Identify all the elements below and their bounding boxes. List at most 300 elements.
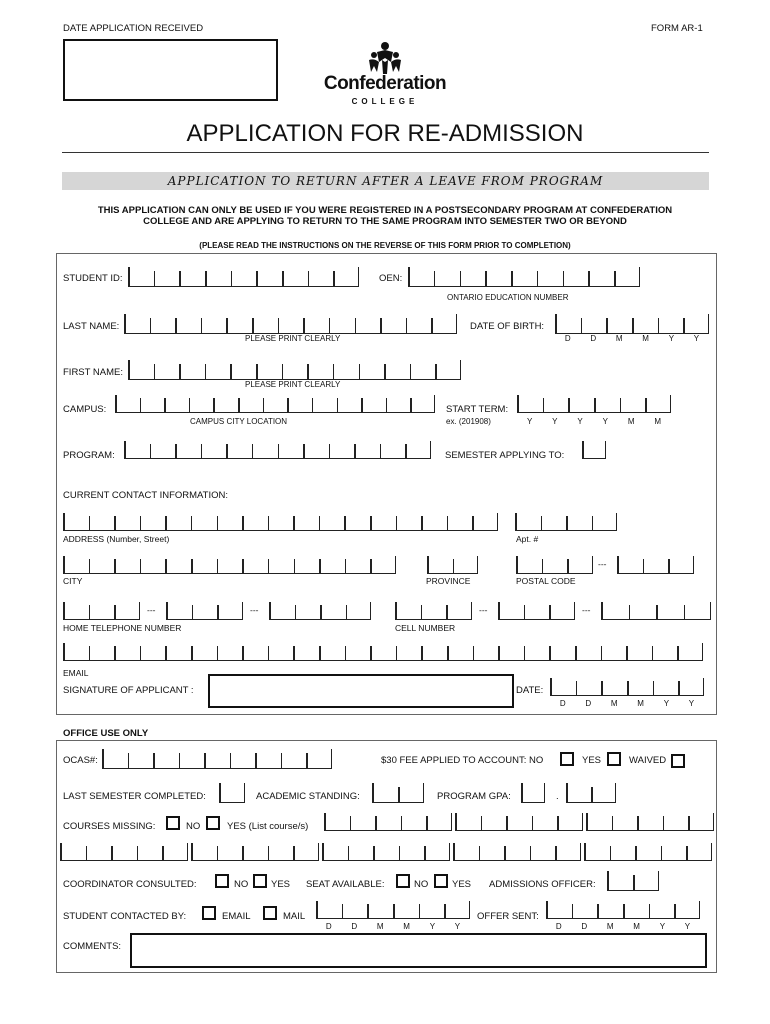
comb-tick — [395, 602, 397, 619]
fee-no-checkbox[interactable] — [560, 752, 574, 766]
courses-list-field-8[interactable] — [584, 844, 712, 861]
last-name-field[interactable] — [124, 315, 457, 334]
dob-format — [555, 334, 709, 343]
comb-tick — [711, 843, 713, 860]
comb-tick — [331, 749, 333, 768]
courses-list-field-1[interactable] — [324, 814, 452, 831]
term-m2: M — [654, 417, 662, 426]
comb-tick — [244, 783, 246, 802]
comb-tick — [566, 783, 568, 802]
comb-tick — [150, 318, 152, 333]
con-y1: Y — [429, 922, 436, 931]
comb-tick — [319, 516, 321, 530]
cell-line[interactable] — [601, 603, 711, 620]
seat-available-label: SEAT AVAILABLE: — [306, 879, 385, 890]
comb-tick — [255, 753, 257, 768]
comb-tick — [444, 904, 446, 918]
comb-tick — [597, 904, 599, 918]
comb-tick — [124, 441, 126, 458]
gpa-whole-field[interactable] — [521, 784, 545, 803]
signature-box[interactable] — [208, 674, 514, 708]
comb-tick — [567, 559, 569, 573]
comb-tick — [242, 516, 244, 530]
comb-tick — [238, 398, 240, 412]
home-phone-line[interactable] — [269, 603, 371, 620]
start-term-label: START TERM: — [446, 404, 509, 415]
admissions-officer-field[interactable] — [607, 872, 659, 891]
comb-tick — [426, 816, 428, 830]
comb-tick — [89, 646, 91, 660]
comments-box[interactable] — [130, 933, 707, 968]
intro-line-2: COLLEGE AND ARE APPLYING TO RETURN TO THE SAME PROGRAM INTO SEMESTER TWO OR BEYOND — [143, 216, 627, 227]
comb-tick — [686, 846, 688, 860]
campus-field[interactable] — [115, 396, 435, 413]
signature-date-format — [550, 699, 704, 708]
comb-tick — [575, 646, 577, 660]
contacted-date-field[interactable] — [316, 902, 470, 919]
comb-tick — [582, 813, 584, 830]
comb-tick — [399, 846, 401, 860]
comb-tick — [543, 398, 545, 412]
sig-y2: Y — [688, 699, 695, 708]
comb-tick — [128, 753, 130, 768]
comb-tick — [544, 783, 546, 802]
oen-field[interactable] — [408, 268, 640, 287]
coordinator-no-label: NO — [234, 879, 249, 890]
comb-tick — [345, 646, 347, 660]
comb-tick — [189, 398, 191, 412]
con-d1: D — [325, 922, 332, 931]
comb-tick — [637, 816, 639, 830]
comb-tick — [268, 516, 270, 530]
comb-tick — [164, 398, 166, 412]
comb-tick — [626, 646, 628, 660]
comb-tick — [447, 646, 449, 660]
comb-tick — [497, 513, 499, 530]
comb-tick — [652, 646, 654, 660]
comb-tick — [269, 602, 271, 619]
comb-tick — [515, 513, 517, 530]
sig-d1: D — [559, 699, 566, 708]
comb-tick — [633, 875, 635, 890]
comb-tick — [140, 559, 142, 573]
comb-tick — [213, 398, 215, 412]
dob-d2: D — [590, 334, 597, 343]
comb-tick — [610, 846, 612, 860]
comb-tick — [406, 318, 408, 333]
city-field[interactable] — [63, 557, 396, 574]
contacted-mail-label: MAIL — [283, 911, 306, 922]
comb-tick — [601, 646, 603, 660]
comb-tick — [226, 444, 228, 458]
comb-tick — [293, 846, 295, 860]
comb-tick — [605, 441, 607, 458]
courses-list-field-6[interactable] — [322, 844, 450, 861]
comb-tick — [306, 753, 308, 768]
comb-tick — [140, 516, 142, 530]
home-phone-area[interactable] — [63, 603, 140, 620]
comb-tick — [447, 516, 449, 530]
comb-tick — [594, 398, 596, 412]
comb-tick — [372, 783, 374, 802]
student-id-field[interactable] — [128, 268, 359, 287]
comb-tick — [576, 681, 578, 695]
comb-tick — [549, 605, 551, 619]
gpa-decimal-field[interactable] — [566, 784, 616, 803]
academic-standing-field[interactable] — [372, 784, 424, 803]
comb-tick — [435, 364, 437, 379]
signature-label: SIGNATURE OF APPLICANT : — [63, 685, 194, 696]
comb-tick — [479, 846, 481, 860]
comb-tick — [179, 364, 181, 379]
comb-tick — [658, 318, 660, 333]
comb-tick — [60, 843, 62, 860]
contacted-date-format — [316, 922, 470, 931]
comb-tick — [319, 646, 321, 660]
contacted-mail-checkbox[interactable] — [263, 906, 277, 920]
comb-tick — [226, 318, 228, 333]
comb-tick — [140, 398, 142, 412]
comb-tick — [128, 360, 130, 379]
comb-tick — [455, 813, 457, 830]
comb-tick — [114, 516, 116, 530]
comb-tick — [166, 602, 168, 619]
comb-tick — [191, 516, 193, 530]
sig-y1: Y — [663, 699, 670, 708]
term-y4: Y — [602, 417, 608, 426]
cell-area[interactable] — [395, 603, 472, 620]
comb-tick — [620, 398, 622, 412]
contact-heading: CURRENT CONTACT INFORMATION: — [63, 490, 229, 501]
comb-tick — [623, 904, 625, 918]
comb-tick — [601, 602, 603, 619]
fee-waived-label: WAIVED — [629, 755, 667, 766]
comb-tick — [242, 559, 244, 573]
dob-label: DATE OF BIRTH: — [470, 321, 545, 332]
comb-tick — [643, 559, 645, 573]
province-field[interactable] — [427, 557, 478, 574]
comb-tick — [278, 444, 280, 458]
postal-code-part2[interactable] — [617, 557, 694, 574]
start-term-field[interactable] — [517, 396, 671, 413]
comb-tick — [191, 843, 193, 860]
seat-no-checkbox[interactable] — [396, 874, 410, 888]
comb-tick — [410, 364, 412, 379]
comb-tick — [217, 605, 219, 619]
comb-tick — [658, 871, 660, 890]
coordinator-no-checkbox[interactable] — [215, 874, 229, 888]
fee-waived-checkbox[interactable] — [671, 754, 685, 768]
comb-tick — [708, 314, 710, 333]
comb-tick — [375, 816, 377, 830]
comb-tick — [395, 556, 397, 573]
instructions-note: (PLEASE READ THE INSTRUCTIONS ON THE REVERSE OF THIS FORM PRIOR TO COMPLETION) — [199, 241, 571, 250]
courses-list-field-3[interactable] — [586, 814, 714, 831]
logo-name: Confederation — [323, 73, 447, 94]
comb-tick — [344, 516, 346, 530]
apt-field[interactable] — [515, 514, 617, 531]
comb-tick — [616, 513, 618, 530]
comb-tick — [282, 271, 284, 286]
comb-tick — [150, 444, 152, 458]
comb-tick — [307, 364, 309, 379]
comb-tick — [449, 843, 451, 860]
first-name-field[interactable] — [128, 361, 461, 380]
comb-tick — [663, 816, 665, 830]
courses-yes-checkbox[interactable] — [206, 816, 220, 830]
comb-tick — [460, 271, 462, 286]
comb-tick — [446, 605, 448, 619]
comb-tick — [333, 364, 335, 379]
coordinator-yes-label: YES — [271, 879, 291, 890]
comb-tick — [294, 559, 296, 573]
comb-tick — [427, 556, 429, 573]
comb-tick — [398, 787, 400, 802]
term-y1: Y — [526, 417, 533, 426]
home-phone-dash-1: --- — [147, 605, 156, 615]
cell-prefix[interactable] — [498, 603, 575, 620]
seat-yes-checkbox[interactable] — [434, 874, 448, 888]
comb-tick — [632, 318, 634, 333]
comb-tick — [342, 904, 344, 918]
comb-tick — [563, 271, 565, 286]
comb-tick — [530, 846, 532, 860]
signature-date-field[interactable] — [550, 679, 704, 696]
home-phone-label: HOME TELEPHONE NUMBER — [63, 623, 182, 633]
semester-field[interactable] — [582, 442, 606, 459]
banner: APPLICATION TO RETURN AFTER A LEAVE FROM PROGRAM — [62, 172, 709, 190]
comb-tick — [124, 314, 126, 333]
cell-dash-2: --- — [582, 605, 591, 615]
comb-tick — [566, 516, 568, 530]
comb-tick — [114, 559, 116, 573]
comb-tick — [278, 318, 280, 333]
comb-tick — [588, 271, 590, 286]
comb-tick — [498, 646, 500, 660]
comb-tick — [699, 901, 701, 918]
courses-list-field-4[interactable] — [60, 844, 188, 861]
comb-tick — [320, 605, 322, 619]
comb-tick — [434, 395, 436, 412]
off-y2: Y — [684, 922, 691, 931]
postal-code-label: POSTAL CODE — [516, 576, 576, 586]
comb-tick — [230, 364, 232, 379]
gpa-label: PROGRAM GPA: — [437, 791, 511, 802]
comb-tick — [574, 602, 576, 619]
ocas-field[interactable] — [102, 750, 332, 769]
start-term-format — [517, 417, 671, 426]
comb-tick — [453, 559, 455, 573]
apt-label: Apt. # — [516, 534, 539, 544]
last-name-label: LAST NAME: — [63, 321, 120, 332]
comb-tick — [187, 843, 189, 860]
comb-tick — [114, 646, 116, 660]
comb-tick — [201, 318, 203, 333]
comb-tick — [308, 271, 310, 286]
comb-tick — [329, 444, 331, 458]
courses-no-label: NO — [186, 821, 201, 832]
courses-no-checkbox[interactable] — [166, 816, 180, 830]
comb-tick — [649, 904, 651, 918]
admissions-officer-label: ADMISSIONS OFFICER: — [489, 879, 596, 890]
semester-label: SEMESTER APPLYING TO: — [445, 450, 565, 461]
comb-tick — [401, 816, 403, 830]
comb-tick — [670, 395, 672, 412]
comb-tick — [524, 605, 526, 619]
comb-tick — [361, 398, 363, 412]
comb-tick — [550, 678, 552, 695]
contacted-email-checkbox[interactable] — [202, 906, 216, 920]
comb-tick — [137, 846, 139, 860]
address-field[interactable] — [63, 514, 498, 531]
oen-note: ONTARIO EDUCATION NUMBER — [447, 293, 569, 302]
sig-d2: D — [585, 699, 592, 708]
comb-tick — [139, 602, 141, 619]
comb-tick — [584, 843, 586, 860]
coordinator-yes-checkbox[interactable] — [253, 874, 267, 888]
program-field[interactable] — [124, 442, 431, 459]
con-m2: M — [403, 922, 410, 931]
comb-tick — [471, 602, 473, 619]
comb-tick — [549, 646, 551, 660]
campus-note: CAMPUS CITY LOCATION — [190, 417, 288, 426]
comb-tick — [460, 360, 462, 379]
comb-tick — [217, 846, 219, 860]
comb-tick — [329, 318, 331, 333]
comb-tick — [592, 516, 594, 530]
comb-tick — [504, 846, 506, 860]
comb-tick — [424, 846, 426, 860]
form-id: FORM AR-1 — [651, 23, 703, 34]
comb-tick — [201, 444, 203, 458]
courses-list-field-5[interactable] — [191, 844, 319, 861]
date-received-box[interactable] — [63, 39, 278, 101]
comb-tick — [358, 267, 360, 286]
comb-tick — [511, 271, 513, 286]
off-y1: Y — [659, 922, 666, 931]
comb-tick — [293, 646, 295, 660]
gpa-dot: . — [556, 791, 559, 802]
dob-d1: D — [564, 334, 571, 343]
three-figures-emblem-icon — [365, 40, 405, 76]
comb-tick — [293, 516, 295, 530]
home-phone-prefix[interactable] — [166, 603, 243, 620]
courses-yes-label: YES (List course/s) — [227, 821, 309, 832]
comb-tick — [521, 783, 523, 802]
comb-tick — [568, 398, 570, 412]
comb-tick — [591, 787, 593, 802]
postal-code-part1[interactable] — [516, 557, 593, 574]
term-m1: M — [627, 417, 635, 426]
comb-tick — [656, 605, 658, 619]
dob-field[interactable] — [555, 315, 709, 334]
ocas-label: OCAS#: — [63, 755, 98, 766]
comb-tick — [256, 271, 258, 286]
oen-label: OEN: — [379, 273, 403, 284]
last-semester-field[interactable] — [219, 784, 245, 803]
comb-tick — [674, 904, 676, 918]
comb-tick — [324, 813, 326, 830]
comb-tick — [370, 602, 372, 619]
last-semester-label: LAST SEMESTER COMPLETED: — [63, 791, 206, 802]
first-name-label: FIRST NAME: — [63, 367, 123, 378]
comb-tick — [423, 783, 425, 802]
comb-tick — [517, 395, 519, 412]
dob-m2: M — [642, 334, 649, 343]
comb-tick — [683, 318, 685, 333]
comb-tick — [111, 846, 113, 860]
courses-list-field-7[interactable] — [453, 844, 581, 861]
comb-tick — [615, 783, 617, 802]
comb-tick — [546, 901, 548, 918]
comb-tick — [128, 267, 130, 286]
comb-tick — [217, 646, 219, 660]
off-d1: D — [555, 922, 562, 931]
comb-tick — [684, 605, 686, 619]
off-m1: M — [606, 922, 614, 931]
offer-sent-format — [546, 922, 700, 931]
comb-tick — [393, 904, 395, 918]
comb-tick — [555, 314, 557, 333]
offer-sent-label: OFFER SENT: — [477, 911, 539, 922]
comb-tick — [629, 605, 631, 619]
comb-tick — [557, 816, 559, 830]
comb-tick — [282, 364, 284, 379]
comb-tick — [451, 813, 453, 830]
comb-tick — [430, 441, 432, 458]
term-y2: Y — [552, 417, 558, 426]
comb-tick — [693, 556, 695, 573]
date-received-label: DATE APPLICATION RECEIVED — [63, 23, 204, 34]
title-rule — [62, 152, 709, 153]
comb-tick — [653, 681, 655, 695]
courses-missing-label: COURSES MISSING: — [63, 821, 156, 832]
comb-tick — [303, 444, 305, 458]
comb-tick — [165, 646, 167, 660]
comb-tick — [516, 556, 518, 573]
offer-sent-field[interactable] — [546, 902, 700, 919]
sig-m1: M — [610, 699, 618, 708]
comb-tick — [175, 318, 177, 333]
comb-tick — [102, 749, 104, 768]
comb-tick — [405, 444, 407, 458]
comb-tick — [498, 602, 500, 619]
comb-tick — [606, 318, 608, 333]
comb-tick — [639, 267, 641, 286]
comb-tick — [205, 271, 207, 286]
off-m2: M — [633, 922, 640, 931]
comb-tick — [572, 904, 574, 918]
comb-tick — [532, 816, 534, 830]
comb-tick — [421, 646, 423, 660]
logo-sub: COLLEGE — [351, 97, 419, 106]
comb-tick — [63, 556, 65, 573]
comb-tick — [268, 559, 270, 573]
comb-tick — [592, 556, 594, 573]
courses-list-field-2[interactable] — [455, 814, 583, 831]
email-field[interactable] — [63, 644, 703, 661]
comb-tick — [348, 846, 350, 860]
comb-tick — [677, 646, 679, 660]
comb-tick — [702, 643, 704, 660]
fee-yes-checkbox[interactable] — [607, 752, 621, 766]
comb-tick — [421, 516, 423, 530]
comb-tick — [191, 646, 193, 660]
comb-tick — [367, 904, 369, 918]
comb-tick — [481, 816, 483, 830]
comb-tick — [63, 602, 65, 619]
comb-tick — [688, 816, 690, 830]
